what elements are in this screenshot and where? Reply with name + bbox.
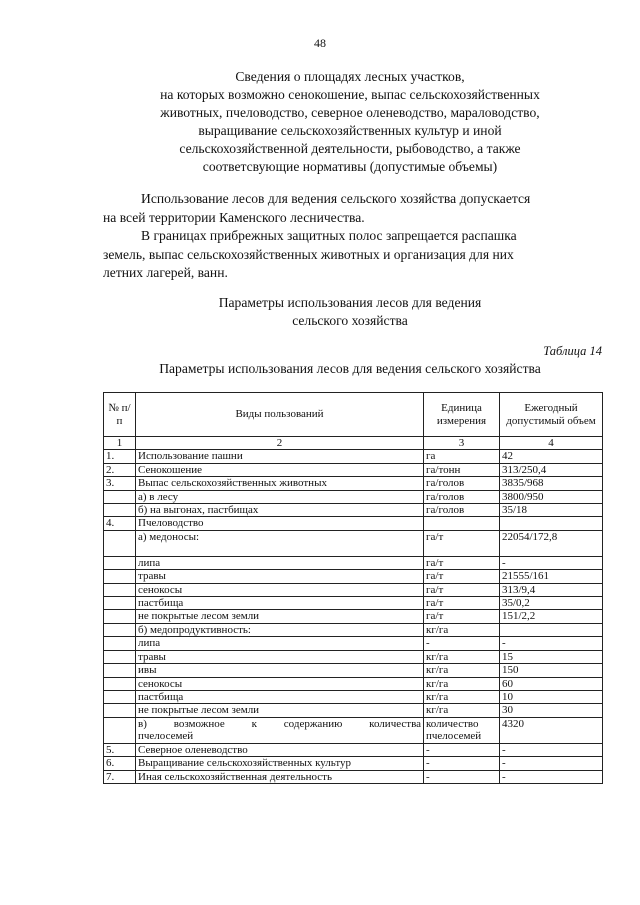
cell-volume: - [500,556,603,569]
parameters-table [103,392,603,784]
cell-type: Выпас сельскохозяйственных животных [136,477,424,490]
heading-line: животных, пчеловодство, северное оленеводство, мараловодство, [160,105,540,120]
cell-unit: га/т [424,556,500,569]
cell-type-line: в) возможное к содержанию количества [138,717,421,730]
cell-volume: 42 [500,450,603,463]
cell-type: не покрытые лесом земли [136,704,424,717]
table-row [104,530,603,556]
paragraph-protection-zones [103,227,602,283]
cell-volume: - [500,770,603,783]
table-row [104,610,603,623]
cell-num: 1. [104,450,136,463]
cell-num [104,637,136,650]
cell-unit: га/т [424,530,500,556]
table-row [104,637,603,650]
cell-type: Сенокошение [136,463,424,476]
table-row [104,770,603,783]
section-title-line: сельского хозяйства [292,313,408,328]
paragraph-line: летних лагерей, ванн. [103,265,228,280]
table-row [104,757,603,770]
table-row [104,477,603,490]
cell-unit: - [424,743,500,756]
cell-num [104,650,136,663]
header-num: № п/п [104,393,136,437]
cell-type: пастбища [136,690,424,703]
table-row [104,664,603,677]
cell-unit: кг/га [424,664,500,677]
section-title-line: Параметры использования лесов для ведения [218,295,482,310]
table-row [104,704,603,717]
cell-type: липа [136,637,424,650]
table-row [104,450,603,463]
cell-num: 4. [104,517,136,530]
document-heading [100,68,600,176]
cell-unit: кг/га [424,690,500,703]
cell-unit: га/голов [424,490,500,503]
cell-volume: 35/18 [500,504,603,517]
cell-type: Северное оленеводство [136,743,424,756]
table-label: Таблица 14 [543,344,602,358]
table-row [104,743,603,756]
cell-num [104,704,136,717]
cell-type: а) в лесу [136,490,424,503]
cell-num [104,717,136,743]
cell-type: Использование пашни [136,450,424,463]
cell-type: пастбища [136,597,424,610]
cell-unit: кг/га [424,623,500,636]
heading-line: сельскохозяйственной деятельности, рыбоводство, а также [179,141,521,156]
table-row [104,556,603,569]
cell-type: травы [136,570,424,583]
heading-line: соответсвующие нормативы (допустимые объемы) [202,159,498,174]
column-number: 3 [424,437,500,450]
cell-num [104,570,136,583]
cell-num [104,623,136,636]
cell-volume: 151/2,2 [500,610,603,623]
header-type: Виды пользований [136,393,424,437]
header-unit: Единица измерения [424,393,500,437]
cell-num [104,664,136,677]
cell-unit [424,517,500,530]
cell-num: 5. [104,743,136,756]
paragraph-line: на всей территории Каменского лесничества. [103,209,365,225]
cell-unit: - [424,770,500,783]
heading-line: Сведения о площадях лесных участков, [235,69,465,84]
cell-unit-line: количество [426,717,479,730]
cell-num [104,610,136,623]
cell-volume: 21555/161 [500,570,603,583]
cell-type [136,717,424,743]
cell-volume [500,623,603,636]
paragraph-forest-use [103,190,602,227]
cell-unit: га/т [424,583,500,596]
cell-volume: 22054/172,8 [500,530,603,556]
table-header-row [104,393,603,437]
cell-num: 3. [104,477,136,490]
cell-type: не покрытые лесом земли [136,610,424,623]
cell-num: 2. [104,463,136,476]
cell-type: липа [136,556,424,569]
cell-volume: - [500,757,603,770]
table-row [104,583,603,596]
cell-type: сенокосы [136,677,424,690]
column-numbers-row [104,437,603,450]
cell-type-line: пчелосемей [138,730,194,743]
cell-unit: - [424,757,500,770]
cell-unit: га/т [424,597,500,610]
cell-unit: га/т [424,610,500,623]
cell-num [104,504,136,517]
cell-volume: 3835/968 [500,477,603,490]
cell-unit: га/т [424,570,500,583]
heading-line: на которых возможно сенокошение, выпас сельскохозяйственных [160,87,540,102]
cell-num [104,530,136,556]
cell-volume [500,517,603,530]
column-number: 2 [136,437,424,450]
cell-num: 6. [104,757,136,770]
page-number: 48 [314,36,326,50]
cell-volume: 15 [500,650,603,663]
column-number: 1 [104,437,136,450]
table-row [104,690,603,703]
table-row [104,677,603,690]
table-row [104,504,603,517]
cell-volume: 313/9,4 [500,583,603,596]
cell-volume: 60 [500,677,603,690]
table-row [104,570,603,583]
table-row [104,623,603,636]
cell-volume: 3800/950 [500,490,603,503]
cell-unit: га [424,450,500,463]
cell-volume: 313/250,4 [500,463,603,476]
cell-type: Иная сельскохозяйственная деятельность [136,770,424,783]
header-volume: Ежегодный допустимый объем [500,393,603,437]
table-row [104,717,603,743]
cell-unit: га/голов [424,477,500,490]
paragraph-line: земель, выпас сельскохозяйственных животных и организация для них [103,246,514,262]
cell-type: ивы [136,664,424,677]
paragraph-line: Использование лесов для ведения сельского хозяйства допускается [141,191,531,206]
cell-volume: 4320 [500,717,603,743]
cell-num [104,677,136,690]
cell-num: 7. [104,770,136,783]
cell-volume: - [500,637,603,650]
cell-type: Пчеловодство [136,517,424,530]
section-title [100,294,600,330]
cell-volume: 30 [500,704,603,717]
cell-unit: кг/га [424,704,500,717]
cell-type: Выращивание сельскохозяйственных культур [136,757,424,770]
cell-type: б) на выгонах, пастбищах [136,504,424,517]
cell-volume: - [500,743,603,756]
cell-unit: га/голов [424,504,500,517]
cell-type: травы [136,650,424,663]
table-row [104,490,603,503]
cell-volume: 35/0,2 [500,597,603,610]
cell-volume: 10 [500,690,603,703]
cell-unit: кг/га [424,650,500,663]
cell-type: б) медопродуктивность: [136,623,424,636]
table-row [104,463,603,476]
cell-num [104,583,136,596]
cell-type: сенокосы [136,583,424,596]
cell-unit: га/тонн [424,463,500,476]
table-row [104,517,603,530]
table-row [104,597,603,610]
cell-unit: - [424,637,500,650]
cell-num [104,556,136,569]
column-number: 4 [500,437,603,450]
cell-type: а) медоносы: [136,530,424,556]
cell-unit [424,717,500,743]
paragraph-line: В границах прибрежных защитных полос запрещается распашка [141,228,517,243]
cell-unit: кг/га [424,677,500,690]
cell-num [104,690,136,703]
table-row [104,650,603,663]
table-title: Параметры использования лесов для ведения сельского хозяйства [159,361,541,376]
cell-num [104,490,136,503]
heading-line: выращивание сельскохозяйственных культур и иной [198,123,502,138]
cell-volume: 150 [500,664,603,677]
cell-num [104,597,136,610]
cell-unit-line: пчелосемей [426,730,482,743]
